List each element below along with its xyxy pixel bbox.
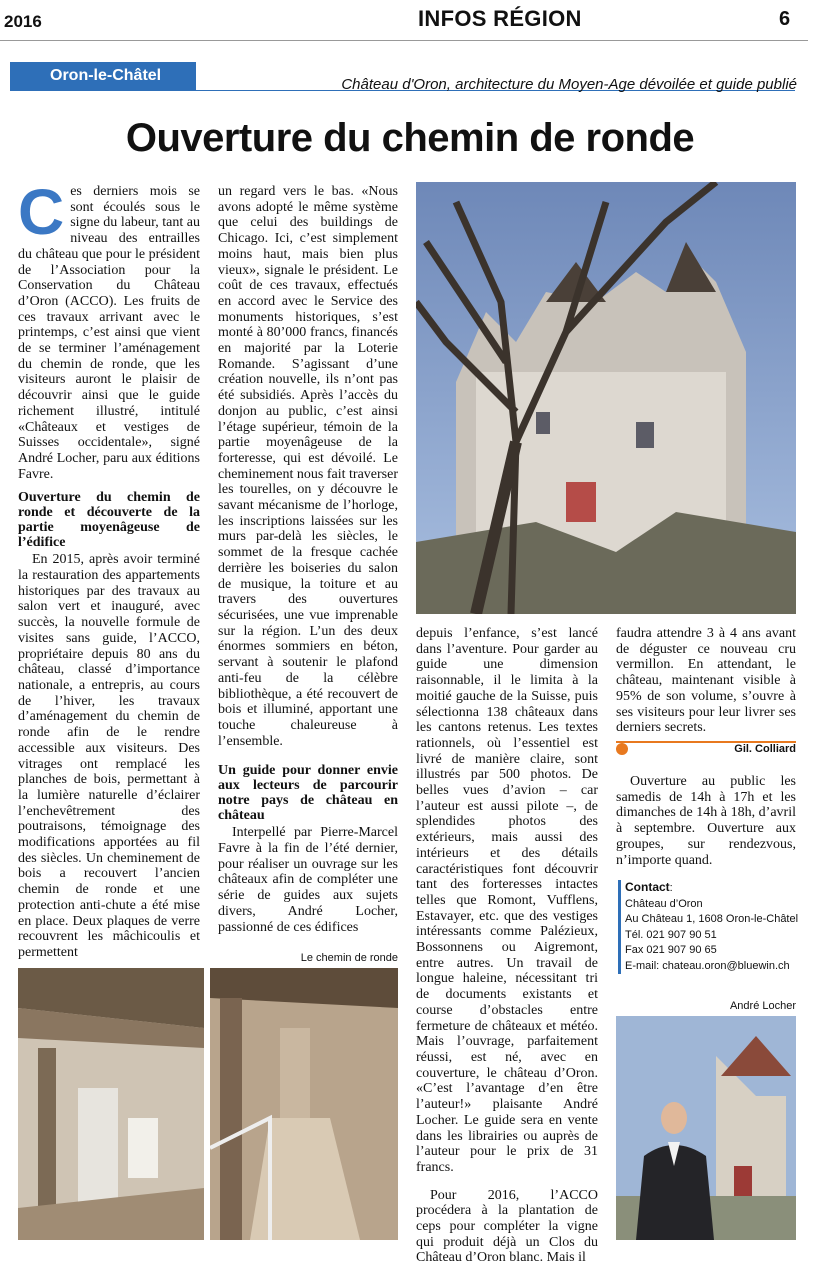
contact-label: Contact	[625, 880, 670, 894]
column-3	[416, 626, 598, 1266]
contact-email[interactable]: E-mail: chateau.oron@bluewin.ch	[625, 959, 790, 972]
subhead-1: Ouverture du chemin de ronde et découverte de la partie moyenâgeuse de l’édifice	[18, 490, 200, 551]
intro-paragraph: Ces derniers mois se sont écoulés sous le signe du labeur, tant au niveau des entrailles du château que pour le président de l’Association pour la Conservation du Château d’Oron (ACCO). Les fruits de ces travaux arrivant avec le printemps, c’est ainsi que vient de se terminer l’aménagement du chemin de ronde, que les visiteurs auront le plaisir de découvrir ainsi que le guide richement illustré, intitulé «Châteaux et vestiges de Suisses occidentale», signé André Locher, paru aux éditions Favre.	[18, 176, 200, 482]
kicker: Château d'Oron, architecture du Moyen-Age dévoilée et guide publié	[341, 76, 797, 93]
column-1	[18, 176, 200, 960]
subhead-2: Un guide pour donner envie aux lecteurs de parcourir notre pays de château en château	[218, 763, 398, 824]
author-signature: Gil. Colliard	[734, 743, 796, 755]
author-caption: André Locher	[729, 1000, 796, 1012]
hours-paragraph: Ouverture au public les samedis de 14h à 17h et les dimanches de 14h à 18h, d’avril à septembre. Ouverture aux groupes, sur rendezvous, n’importe quand.	[616, 774, 796, 868]
contact-line: Au Château 1, 1608 Oron-le-Châtel	[625, 913, 799, 925]
author-photo	[616, 1016, 796, 1240]
body-paragraph: En 2015, après avoir terminé la restauration des appartements historiques par des travaux au salon vert et inauguré, avec succès, la nouvelle formule de visites sans guide, l’ACCO, propriétaire depuis 80 ans du château, classé d’importance nationale, a entrepris, au cours de l’hiver, les travaux d’aménagement du chemin de ronde afin de le rendre accessible aux visiteurs. Des vitrages ont remplacé les planches de bois, permettant à la lumière naturelle d’éclairer l’enchevêtrement des poutraisons, témoignage des modifications apportées au fil des siècles. Un cheminement de bois a recouvert l’ancien chemin de ronde et une protection anti-chute a été mise en place. Deux plaques de verre recouvrent les mâchicoulis et permettent	[18, 552, 200, 960]
section-title: INFOS RÉGION	[418, 6, 582, 31]
drop-cap: C	[18, 176, 65, 248]
body-paragraph: Interpellé par Pierre-Marcel Favre à la fin de l’été dernier, pour réaliser un ouvrage sur les châteaux afin de compléter une série de guides aux sujets divers, André Locher, passionné de ces édifices	[218, 825, 398, 935]
headline: Ouverture du chemin de ronde	[125, 116, 695, 160]
location-tag: Oron-le-Châtel	[10, 62, 196, 90]
body-paragraph: Pour 2016, l’ACCO procédera à la plantation de ceps pour compléter la vigne qui produit déjà un Clos du Château d’Oron blanc. Mais il	[416, 1187, 598, 1266]
rampart-caption: Le chemin de ronde	[300, 952, 398, 964]
opening-hours	[616, 774, 796, 868]
rampart-photo-left	[18, 968, 204, 1240]
page-header	[0, 0, 820, 44]
column-2	[218, 184, 398, 944]
issue-year: 2016	[4, 12, 42, 31]
header-rule	[0, 40, 808, 41]
signature-dot	[616, 743, 628, 755]
rampart-photo-right	[210, 968, 398, 1240]
contact-line: Tél. 021 907 90 51	[625, 928, 717, 941]
contact-box: Contact: Château d’Oron Au Château 1, 1608 Oron-le-Châtel Tél. 021 907 90 51 Fax 021 907 90 65 E-mail: chateau.oron@bluewin.ch	[618, 880, 805, 974]
body-paragraph: depuis l’enfance, s’est lancé dans l’aventure. Pour garder au guide une dimension raisonnable, il le limita à la moitié gauche de la Suisse, puis sélectionna 138 châteaux dans les cantons retenus. Les textes rationnels, où l’essentiel est livré de manière claire, sont illustrés par 500 photos. De belles vues d’avion – car l’auteur est aussi pilote –, de splendides photos des extérieurs, mais aussi des intérieurs et des détails caractéristiques font découvrir tant des forteresses intactes telles que Romont, Vufflens, Estavayer, etc. que des vestiges intéressants comme Palézieux, Bossonnens ou Aigremont, entre autres. Un travail de longue haleine, nécessitant tri de documents existants et course d’obstacles entre fermeture de châteaux et météo. Mais l’ouvrage, parfaitement réussi, est né, avec en couverture, le château d’Oron. «C’est l’avantage d’en être l’auteur!» plaisante André Locher. Le guide sera en vente dans les librairies ou auprès de l’auteur pour le prix de 31 francs.	[416, 626, 598, 1175]
body-paragraph: faudra attendre 3 à 4 ans avant de déguster ce nouveau cru vermillon. En attendant, le château, maintenant visible à 95% de son volume, s’ouvre à ses visiteurs pour leur livrer ses derniers secrets.	[616, 626, 796, 736]
page-number: 6	[779, 8, 791, 30]
castle-photo	[416, 182, 796, 614]
column-4	[616, 626, 796, 738]
contact-line: Château d’Oron	[625, 897, 703, 910]
body-paragraph: un regard vers le bas. «Nous avons adopté le même système que celui des buildings de Chicago. Ici, c’est simplement moins haut, mais bien plus vieux», signale le président. Le coût de ces travaux, effectués en accord avec le Service des monuments historiques, s’est monté à 80’000 francs, financés en majorité par la Loterie Romande. S’agissant d’une création nouvelle, ils n’ont pas été subsidiés. Après l’accès du donjon au public, c’est ainsi l’étage supérieur, témoin de la partie moyenâgeuse de la forteresse, qui est dévoilé. Le cheminement nous fait traverser les tourelles, on y découvre le savant mécanisme de l’horloge, les inscriptions laissées sur les murs par-delà les siècles, le sommet de la fresque cachée derrière les boiseries du salon de musique, la toiture et au travers des ouvertures sécurisées, une vue imprenable sur la région. L’un des deux énormes sommiers en béton, servant à soutenir le plafond anti-feu de la célèbre bibliothèque, a été recouvert de bois et illuminé, apportant une touche chaleureuse à l’ensemble.	[218, 184, 398, 749]
contact-line: Fax 021 907 90 65	[625, 944, 717, 956]
